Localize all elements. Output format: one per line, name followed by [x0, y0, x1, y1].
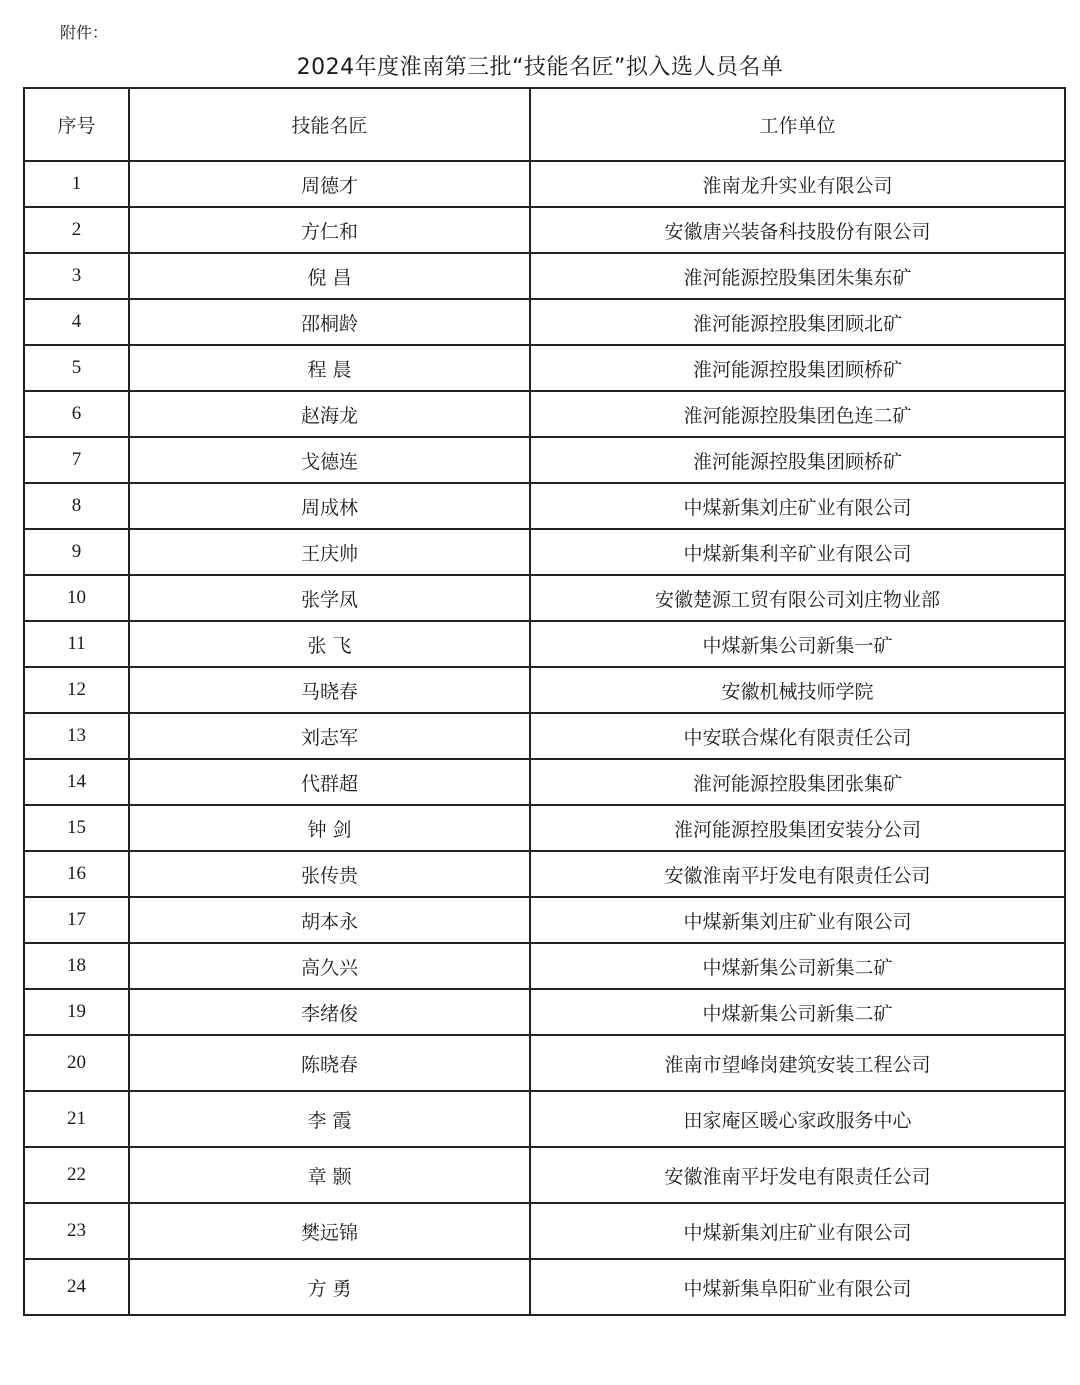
- cell-craftsman-name: 章 颢: [129, 1147, 530, 1203]
- table-header-row: [24, 88, 1065, 161]
- cell-craftsman-name: 倪 昌: [129, 253, 530, 299]
- cell-work-unit: 田家庵区暖心家政服务中心: [530, 1091, 1065, 1147]
- table-row: [24, 437, 1065, 483]
- cell-craftsman-name: 张学凤: [129, 575, 530, 621]
- cell-craftsman-name: 代群超: [129, 759, 530, 805]
- document-title: 2024年度淮南第三批“技能名匠”拟入选人员名单: [296, 55, 784, 80]
- table-row: [24, 897, 1065, 943]
- cell-craftsman-name: 张传贵: [129, 851, 530, 897]
- cell-work-unit: 淮河能源控股集团色连二矿: [530, 391, 1065, 437]
- cell-serial-number: 11: [24, 621, 129, 667]
- cell-serial-number: 6: [24, 391, 129, 437]
- header-craftsman-name: 技能名匠: [129, 88, 530, 161]
- cell-craftsman-name: 陈晓春: [129, 1035, 530, 1091]
- cell-serial-number: 23: [24, 1203, 129, 1259]
- cell-serial-number: 17: [24, 897, 129, 943]
- cell-craftsman-name: 李绪俊: [129, 989, 530, 1035]
- cell-craftsman-name: 赵海龙: [129, 391, 530, 437]
- table-row: [24, 713, 1065, 759]
- table-row: [24, 575, 1065, 621]
- cell-serial-number: 13: [24, 713, 129, 759]
- cell-work-unit: 安徽机械技师学院: [530, 667, 1065, 713]
- cell-serial-number: 5: [24, 345, 129, 391]
- table-row: [24, 345, 1065, 391]
- cell-serial-number: 1: [24, 161, 129, 207]
- cell-serial-number: 19: [24, 989, 129, 1035]
- cell-serial-number: 12: [24, 667, 129, 713]
- table-row: [24, 391, 1065, 437]
- table-row: [24, 253, 1065, 299]
- cell-serial-number: 10: [24, 575, 129, 621]
- cell-work-unit: 中煤新集利辛矿业有限公司: [530, 529, 1065, 575]
- table-row: [24, 805, 1065, 851]
- cell-work-unit: 安徽唐兴装备科技股份有限公司: [530, 207, 1065, 253]
- cell-craftsman-name: 邵桐龄: [129, 299, 530, 345]
- cell-serial-number: 4: [24, 299, 129, 345]
- cell-craftsman-name: 戈德连: [129, 437, 530, 483]
- table-row: [24, 1091, 1065, 1147]
- table-row: [24, 483, 1065, 529]
- cell-work-unit: 中煤新集刘庄矿业有限公司: [530, 897, 1065, 943]
- cell-serial-number: 7: [24, 437, 129, 483]
- cell-serial-number: 8: [24, 483, 129, 529]
- cell-work-unit: 淮河能源控股集团张集矿: [530, 759, 1065, 805]
- cell-work-unit: 安徽淮南平圩发电有限责任公司: [530, 1147, 1065, 1203]
- cell-craftsman-name: 马晓春: [129, 667, 530, 713]
- table-row: [24, 759, 1065, 805]
- roster-table: [23, 87, 1066, 1316]
- cell-work-unit: 淮南市望峰岗建筑安装工程公司: [530, 1035, 1065, 1091]
- cell-serial-number: 2: [24, 207, 129, 253]
- cell-work-unit: 安徽淮南平圩发电有限责任公司: [530, 851, 1065, 897]
- table-row: [24, 989, 1065, 1035]
- cell-craftsman-name: 李 霞: [129, 1091, 530, 1147]
- cell-serial-number: 20: [24, 1035, 129, 1091]
- cell-serial-number: 15: [24, 805, 129, 851]
- cell-craftsman-name: 刘志军: [129, 713, 530, 759]
- cell-craftsman-name: 张 飞: [129, 621, 530, 667]
- table-row: [24, 1203, 1065, 1259]
- table-row: [24, 207, 1065, 253]
- table-row: [24, 1259, 1065, 1315]
- cell-craftsman-name: 周成林: [129, 483, 530, 529]
- cell-serial-number: 14: [24, 759, 129, 805]
- cell-craftsman-name: 胡本永: [129, 897, 530, 943]
- cell-work-unit: 中煤新集阜阳矿业有限公司: [530, 1259, 1065, 1315]
- cell-serial-number: 22: [24, 1147, 129, 1203]
- cell-serial-number: 9: [24, 529, 129, 575]
- cell-work-unit: 淮河能源控股集团顾北矿: [530, 299, 1065, 345]
- table-row: [24, 161, 1065, 207]
- cell-work-unit: 淮南龙升实业有限公司: [530, 161, 1065, 207]
- cell-serial-number: 3: [24, 253, 129, 299]
- cell-work-unit: 淮河能源控股集团顾桥矿: [530, 345, 1065, 391]
- table-row: [24, 851, 1065, 897]
- cell-work-unit: 中煤新集公司新集一矿: [530, 621, 1065, 667]
- cell-craftsman-name: 高久兴: [129, 943, 530, 989]
- cell-work-unit: 中安联合煤化有限责任公司: [530, 713, 1065, 759]
- cell-craftsman-name: 方 勇: [129, 1259, 530, 1315]
- cell-work-unit: 淮河能源控股集团安装分公司: [530, 805, 1065, 851]
- cell-craftsman-name: 王庆帅: [129, 529, 530, 575]
- cell-craftsman-name: 周德才: [129, 161, 530, 207]
- cell-work-unit: 淮河能源控股集团朱集东矿: [530, 253, 1065, 299]
- cell-work-unit: 淮河能源控股集团顾桥矿: [530, 437, 1065, 483]
- header-work-unit: 工作单位: [530, 88, 1065, 161]
- attachment-label: 附件：: [60, 23, 109, 42]
- table-row: [24, 299, 1065, 345]
- cell-serial-number: 21: [24, 1091, 129, 1147]
- table-row: [24, 943, 1065, 989]
- cell-craftsman-name: 程 晨: [129, 345, 530, 391]
- table-row: [24, 1035, 1065, 1091]
- table-row: [24, 621, 1065, 667]
- cell-work-unit: 中煤新集公司新集二矿: [530, 989, 1065, 1035]
- cell-serial-number: 24: [24, 1259, 129, 1315]
- cell-work-unit: 安徽楚源工贸有限公司刘庄物业部: [530, 575, 1065, 621]
- cell-work-unit: 中煤新集公司新集二矿: [530, 943, 1065, 989]
- table-row: [24, 1147, 1065, 1203]
- cell-craftsman-name: 钟 剑: [129, 805, 530, 851]
- cell-serial-number: 18: [24, 943, 129, 989]
- cell-craftsman-name: 方仁和: [129, 207, 530, 253]
- cell-work-unit: 中煤新集刘庄矿业有限公司: [530, 1203, 1065, 1259]
- table-row: [24, 529, 1065, 575]
- cell-serial-number: 16: [24, 851, 129, 897]
- table-row: [24, 667, 1065, 713]
- header-serial-number: 序号: [24, 88, 129, 161]
- cell-work-unit: 中煤新集刘庄矿业有限公司: [530, 483, 1065, 529]
- cell-craftsman-name: 樊远锦: [129, 1203, 530, 1259]
